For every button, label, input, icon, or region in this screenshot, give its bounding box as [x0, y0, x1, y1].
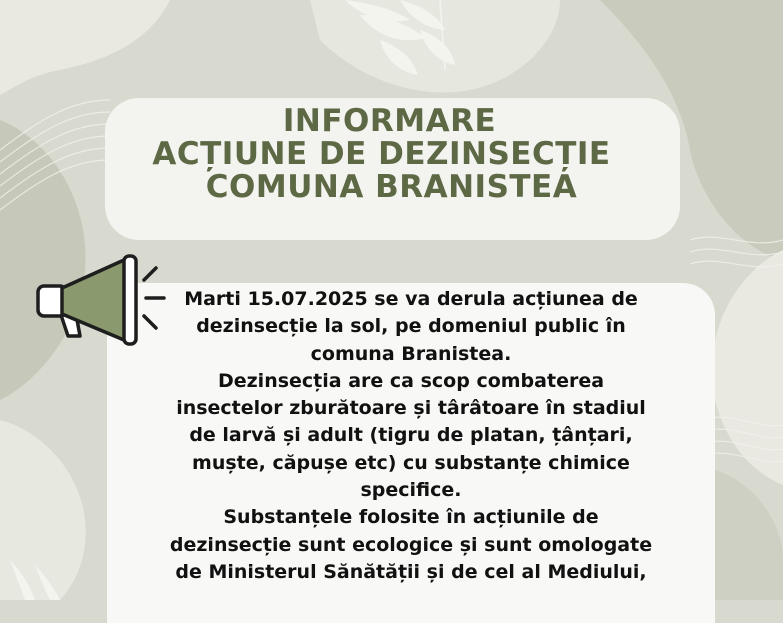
title-actiune: ACȚIUNE DE DEZINSECȚIE — [152, 136, 611, 172]
announcement-line: dezinsecție la sol, pe domeniul public în — [196, 315, 626, 338]
announcement-text — [107, 286, 715, 586]
title-informare: INFORMARE — [282, 103, 497, 139]
announcement-line: Dezinsecția are ca scop combaterea — [217, 369, 605, 392]
title-card — [105, 98, 680, 240]
title-comuna: COMUNA BRANISTEA — [205, 169, 578, 205]
announcement-line: de Ministerul Sănătății și de cel al Mediului, — [175, 560, 647, 583]
megaphone-icon — [32, 250, 172, 350]
announcement-line: Substanțele folosite în acțiunile de — [223, 506, 599, 529]
announcement-line: de larvă și adult (tigru de platan, țânțari, — [189, 424, 633, 447]
announcement-line: specifice. — [360, 479, 462, 502]
announcement-line: insectelor zburătoare și târâtoare în stadiul — [176, 397, 646, 420]
announcement-line: comuna Branistea. — [310, 342, 512, 365]
announcement-line: dezinsecție sunt ecologice și sunt omologate — [169, 533, 653, 556]
announcement-line: Marti 15.07.2025 se va derula acțiunea de — [184, 288, 638, 310]
announcement-line: muște, căpușe etc) cu substanțe chimice — [192, 451, 630, 474]
announcement-card — [107, 283, 715, 623]
